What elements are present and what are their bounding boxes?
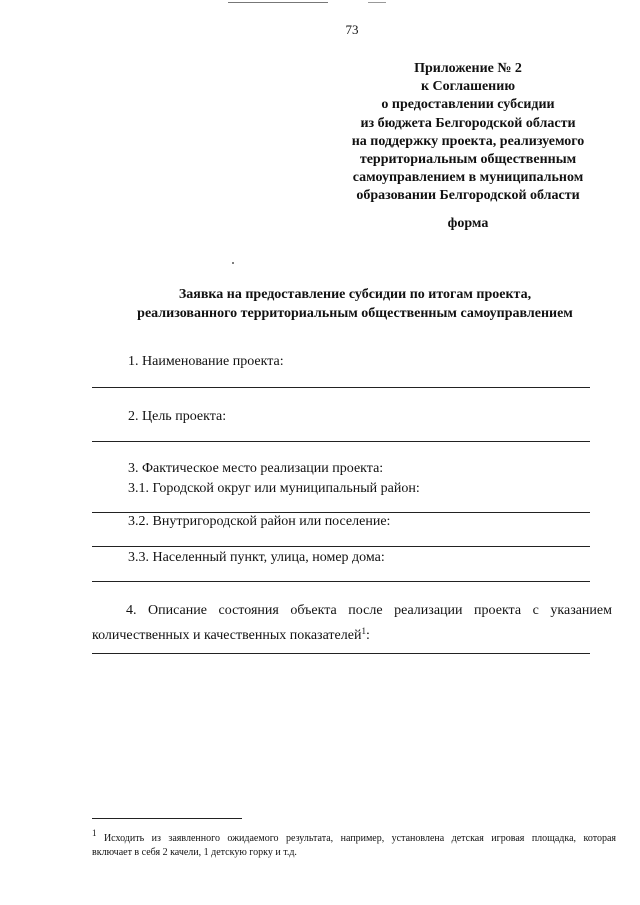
- fill-line-address: [92, 581, 590, 582]
- footnote-line-2: включает в себя 2 качели, 1 детскую горку и т.д.: [92, 847, 297, 858]
- field-address-label: 3.3. Населенный пункт, улица, номер дома:: [128, 550, 385, 565]
- field-description: [92, 601, 612, 646]
- footnote-line: [92, 826, 616, 846]
- field-district-label: 3.1. Городской округ или муниципальный район:: [128, 481, 420, 496]
- description-line-2: [92, 621, 612, 646]
- field-location-label: 3. Фактическое место реализации проекта:: [128, 461, 384, 476]
- scan-speck: [232, 262, 234, 264]
- appendix-line: самоуправлением в муниципальном: [352, 170, 584, 186]
- appendix-line: Приложение № 2: [414, 61, 522, 76]
- footnote-text: Исходить из заявленного ожидаемого результата, например, установлена детская игровая площадка, которая: [96, 833, 616, 844]
- header-rule: [228, 2, 328, 3]
- appendix-header: [318, 60, 618, 206]
- title-line: Заявка на предоставление субсидии по итогам проекта,: [178, 287, 532, 302]
- form-label: форма: [447, 216, 489, 231]
- fill-line-description: [92, 653, 590, 654]
- field-project-goal-label: 2. Цель проекта:: [128, 409, 227, 424]
- application-title: [90, 285, 620, 323]
- fill-line-district: [92, 512, 590, 513]
- field-settlement-label: 3.2. Внутригородской район или поселение:: [128, 514, 391, 529]
- fill-line-settlement: [92, 546, 590, 547]
- description-line: 4. Описание состояния объекта после реализации проекта с указанием: [126, 603, 612, 618]
- page-number: 73: [345, 22, 359, 37]
- footnote: [92, 826, 616, 860]
- appendix-line: образовании Белгородской области: [356, 188, 580, 204]
- footnote-rule: [92, 818, 242, 819]
- appendix-line: из бюджета Белгородской области: [360, 115, 576, 131]
- appendix-line: к Соглашению: [420, 79, 516, 95]
- footnote-mark: 1: [92, 828, 97, 838]
- description-colon: :: [365, 628, 370, 643]
- appendix-line: о предоставлении субсидии: [381, 97, 555, 113]
- appendix-line: территориальным общественным: [359, 152, 577, 168]
- fill-line-project-name: [92, 387, 590, 388]
- description-text: количественных и качественных показателей: [92, 628, 362, 643]
- footnote-ref: 1: [361, 626, 366, 636]
- appendix-line: на поддержку проекта, реализуемого: [351, 133, 585, 149]
- header-rule-fragment: [368, 2, 386, 3]
- field-project-name-label: 1. Наименование проекта:: [128, 354, 284, 369]
- fill-line-project-goal: [92, 441, 590, 442]
- title-line: реализованного территориальным общественным самоуправлением: [137, 306, 573, 321]
